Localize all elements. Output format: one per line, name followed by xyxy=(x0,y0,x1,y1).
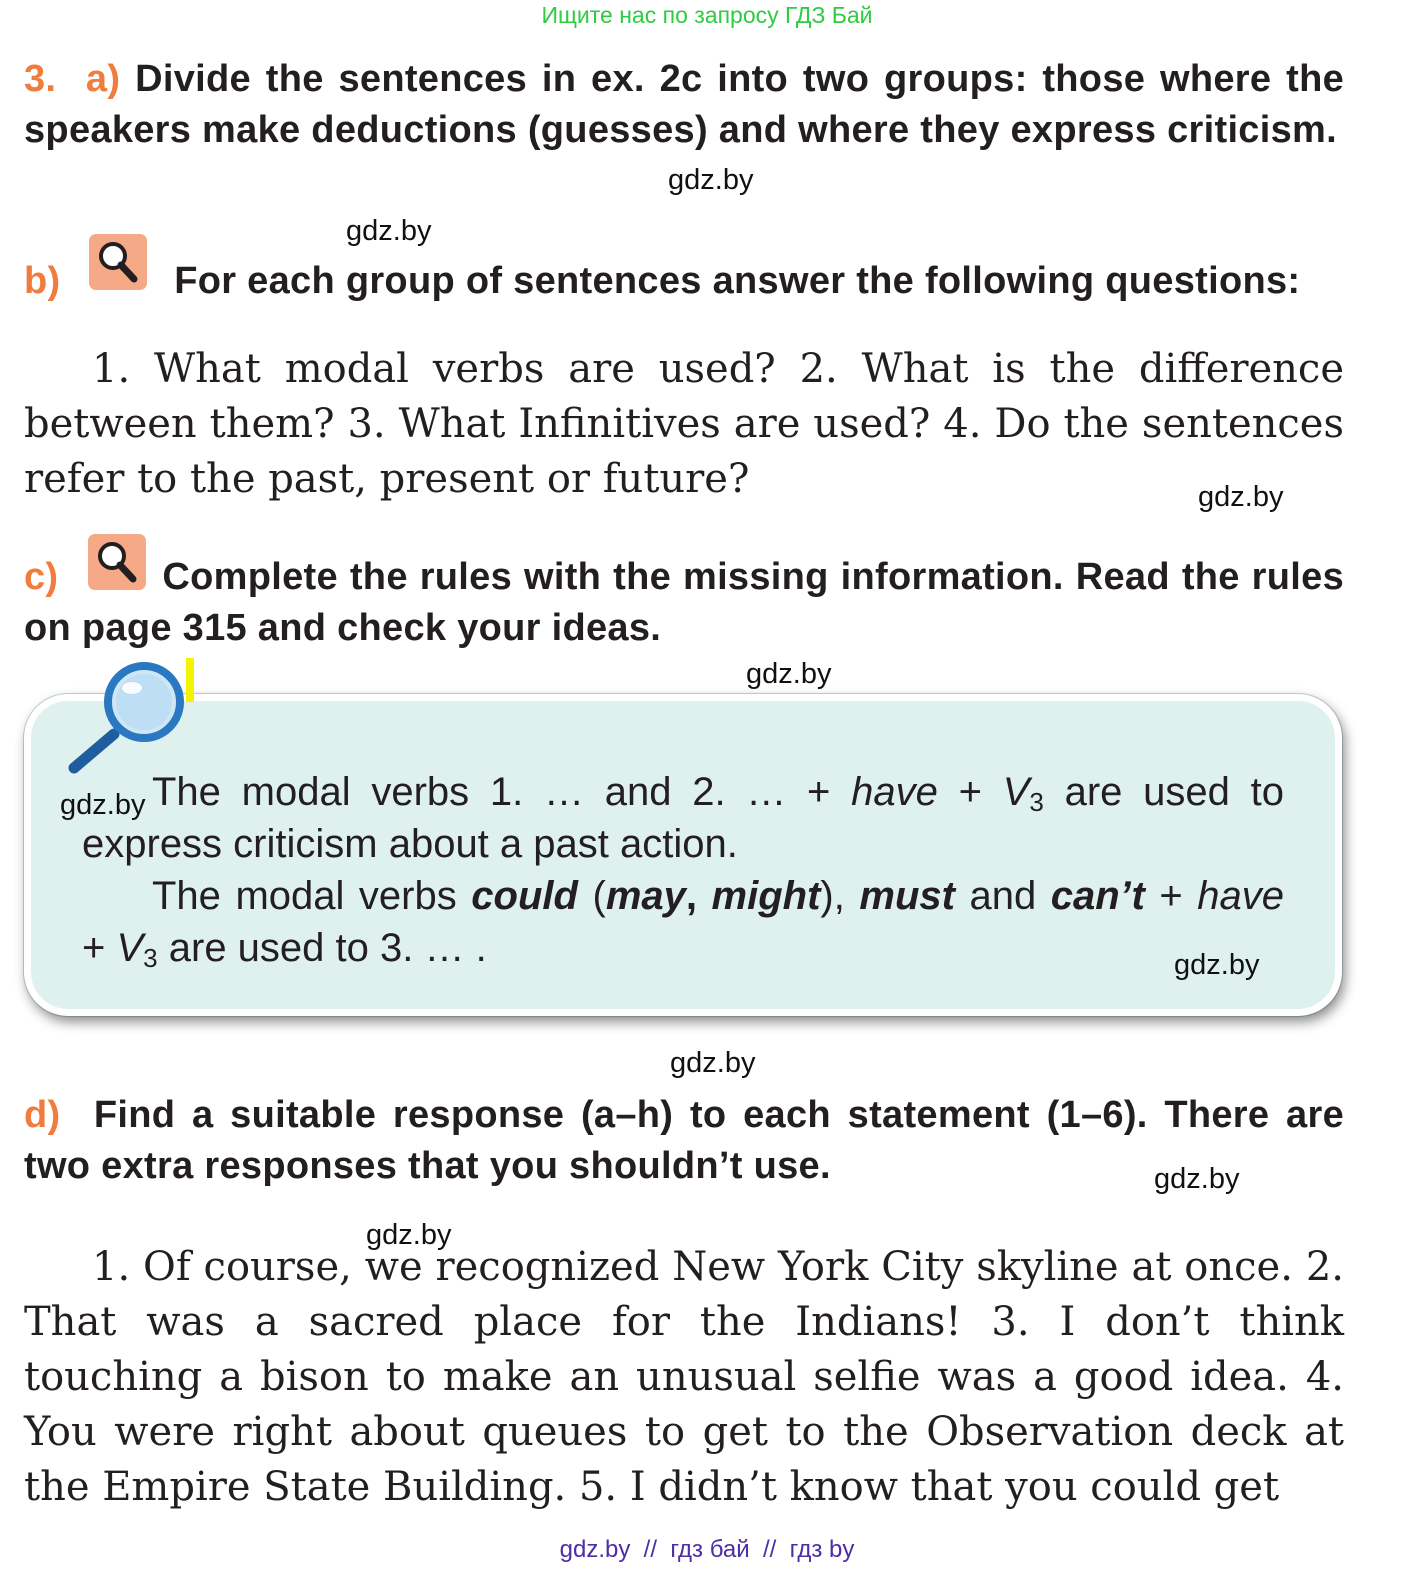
subscript-3: 3 xyxy=(143,943,158,973)
task-number: 3. xyxy=(24,58,57,100)
watermark: gdz.by xyxy=(60,789,146,821)
v-symbol: V xyxy=(1002,770,1030,814)
rule-text-segment: are used to express criticism about a past action. xyxy=(82,770,1284,866)
magnifier-icon xyxy=(89,234,147,290)
watermark: gdz.by xyxy=(1154,1163,1240,1195)
rule-text-segment: , xyxy=(685,874,712,918)
subscript-3: 3 xyxy=(1029,787,1044,817)
watermark: gdz.by xyxy=(1174,949,1260,981)
rule-text-segment: + xyxy=(82,926,117,970)
watermark: gdz.by xyxy=(668,164,754,196)
rule-text-segment: The modal verbs xyxy=(152,874,472,918)
task-d-letter: d) xyxy=(24,1094,61,1136)
rule-text-segment: and xyxy=(954,874,1051,918)
task-d xyxy=(24,1090,1344,1192)
could-word: could xyxy=(471,874,578,918)
rule-text-segment: are used to 3. … . xyxy=(157,926,487,970)
statements-paragraph xyxy=(24,1240,1344,1515)
rule-text-segment: The modal verbs 1. … and 2. … + xyxy=(152,770,852,814)
task-b-text: For each group of sentences answer the following questions: xyxy=(174,260,1301,302)
rule-text-segment: ), xyxy=(820,874,860,918)
task-c xyxy=(24,552,1344,654)
task-b-letter: b) xyxy=(24,260,61,302)
rule-text-segment: ( xyxy=(577,874,606,918)
watermark: gdz.by xyxy=(1198,481,1284,513)
task-c-letter: c) xyxy=(24,556,59,598)
cant-word: can’t xyxy=(1050,874,1145,918)
magnifying-glass-icon xyxy=(62,656,202,776)
footer: gdz.by // гдз бай // гдз by xyxy=(559,1536,855,1563)
questions-text: 1. What modal verbs are used? 2. What is the difference between them? 3. What Infinitives are used? 4. Do the sentences refer to the past, present or future? xyxy=(24,346,1344,502)
questions-paragraph xyxy=(24,342,1344,507)
have-word: have xyxy=(851,770,938,814)
watermark: gdz.by xyxy=(670,1047,756,1079)
magnifier-icon xyxy=(88,534,146,590)
rule-paragraph-1 xyxy=(82,766,1284,870)
statements-text: 1. Of course, we recognized New York City skyline at once. 2. That was a sacred place for the Indians! 3. I don’t think touching a bison to make an unusual selfie was a good idea. 4. You were right about queues to get to the Observation deck at the Empire State Building. 5. I didn’t know that you could get xyxy=(24,1244,1344,1510)
watermark: gdz.by xyxy=(366,1219,452,1251)
rule-text-segment: + xyxy=(937,770,1003,814)
task-c-text: Complete the rules with the missing information. Read the rules on page 315 and check your ideas. xyxy=(24,556,1344,649)
rule-text-segment: + xyxy=(1144,874,1198,918)
task-a xyxy=(24,54,1344,156)
watermark: gdz.by xyxy=(346,215,432,247)
have-word: have xyxy=(1197,874,1285,918)
v-symbol: V xyxy=(116,926,144,970)
task-a-letter: a) xyxy=(85,58,121,100)
watermark: gdz.by xyxy=(746,658,832,690)
rule-paragraph-2 xyxy=(82,870,1284,974)
task-b xyxy=(24,252,1344,307)
may-word: may xyxy=(605,874,686,918)
must-word: must xyxy=(859,874,955,918)
task-a-text: Divide the sentences in ex. 2c into two groups: those where the speakers make deductions (guesses) and where they express criticism. xyxy=(24,58,1345,151)
might-word: might xyxy=(711,874,821,918)
top-banner: Ищите нас по запросу ГДЗ Бай xyxy=(541,2,873,28)
task-d-text: Find a suitable response (a–h) to each statement (1–6). There are two extra responses that you shouldn’t use. xyxy=(24,1094,1344,1187)
